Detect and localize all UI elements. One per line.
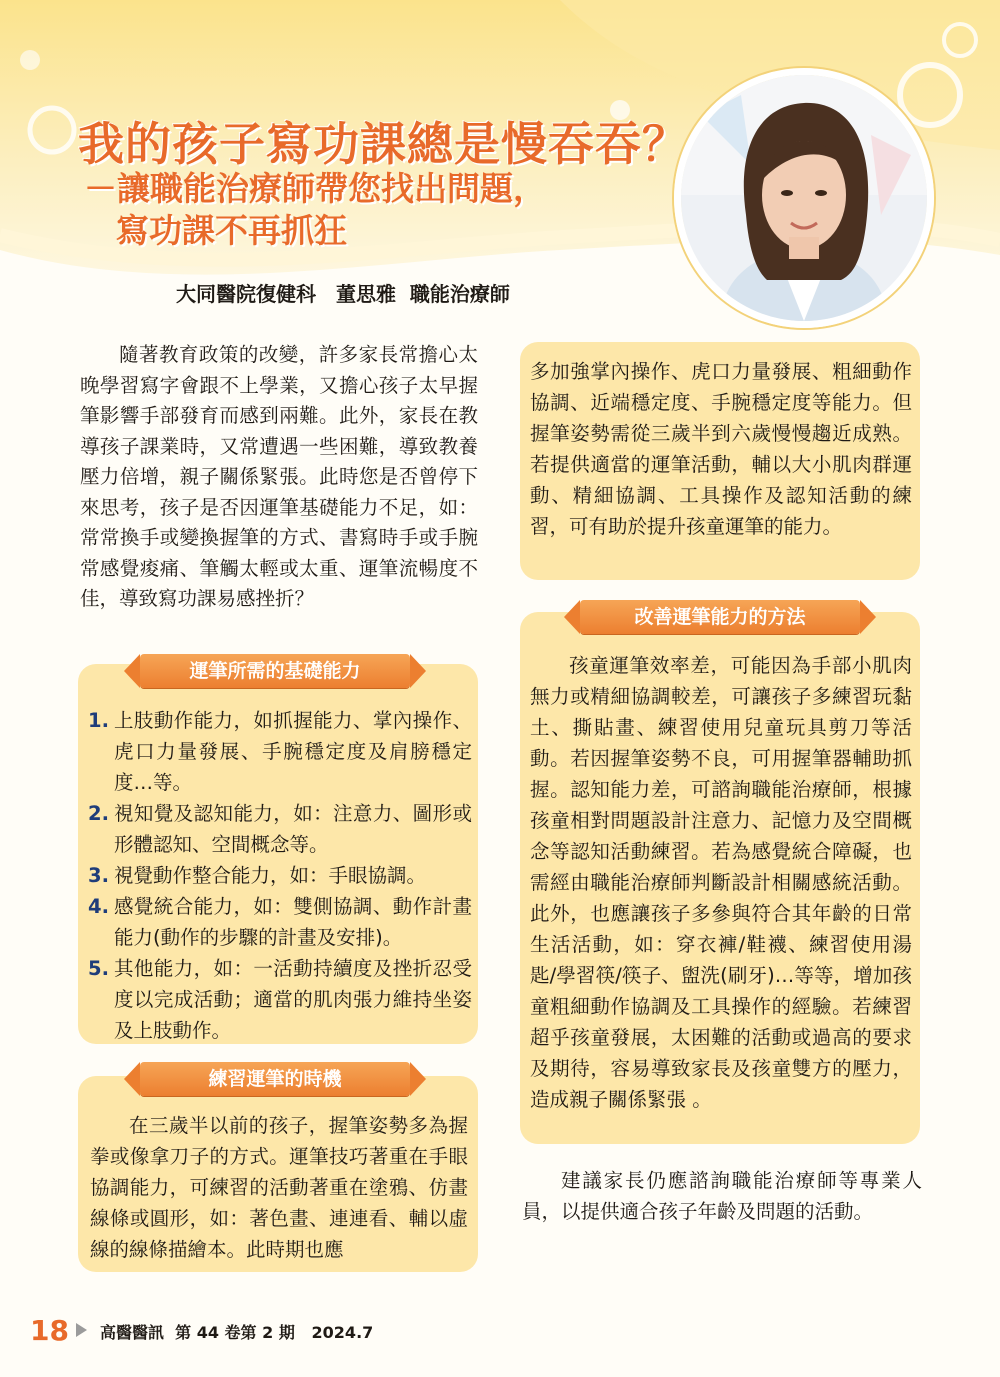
improve-text: 孩童運筆效率差，可能因為手部小肌肉無力或精細協調較差，可讓孩子多練習玩黏土、撕貼畫、練習使用兒童玩具剪刀等活動。若因握筆姿勢不良，可用握筆器輔助抓握。認知能力差，可諮詢職能治療師，根據孩童相對問題設計注意力、記憶力及空間概念等認知活動練習。若為感覺統合障礙，也需經由職能治療師判斷設計相關感統活動。此外，也應讓孩子多參與符合其年齡的日常生活活動，如：穿衣褲/鞋襪、練習使用湯匙/學習筷/筷子、盥洗(刷牙)…等等，增加孩童粗細動作協調及工具操作的經驗。若練習超乎孩童發展，太困難的活動或過高的要求及期待，容易導致家長及孩童雙方的壓力，造成親子關係緊張 。 bbox=[530, 654, 912, 1111]
list-item bbox=[88, 705, 472, 798]
timing-heading: 練習運筆的時機 bbox=[140, 1062, 410, 1096]
list-number: 2. bbox=[88, 802, 109, 825]
list-number: 4. bbox=[88, 895, 109, 918]
list-text: 視覺動作整合能力，如：手眼協調。 bbox=[114, 864, 427, 887]
author-portrait bbox=[674, 68, 934, 328]
intro-paragraph: 隨著教育政策的改變，許多家長常擔心太晚學習寫字會跟不上學業，又擔心孩子太早握筆影響手部發育而感到兩難。此外，家長在教導孩子課業時，又常遭遇一些困難，導致教養壓力倍增，親子關係緊張。此時您是否曾停下來思考，孩子是否因運筆基礎能力不足，如：常常換手或變換握筆的方式、書寫時手或手腕常感覺痠痛、筆觸太輕或太重、運筆流暢度不佳，導致寫功課易感挫折？ bbox=[80, 343, 478, 610]
author-byline: 大同醫院復健科 董思雅 職能治療師 bbox=[176, 282, 510, 306]
page-title: 我的孩子寫功課總是慢吞吞？ bbox=[78, 117, 689, 171]
list-text: 其他能力，如：一活動持續度及挫折忍受度以完成活動；適當的肌肉張力維持坐姿及上肢動作。 bbox=[114, 957, 472, 1042]
improve-heading: 改善運筆能力的方法 bbox=[580, 600, 860, 634]
basics-list bbox=[88, 705, 472, 1046]
subtitle-line-1: －讓職能治療師帶您找出問題， bbox=[84, 169, 546, 208]
closing-paragraph: 建議家長仍應諮詢職能治療師等專業人員，以提供適合孩子年齡及問題的活動。 bbox=[522, 1169, 922, 1223]
page-number: 18 bbox=[30, 1314, 69, 1347]
triangle-right-icon bbox=[76, 1323, 87, 1337]
page-subtitle bbox=[84, 168, 644, 252]
subtitle-line-2: 寫功課不再抓狂 bbox=[116, 211, 347, 250]
list-item bbox=[88, 953, 472, 1046]
list-number: 5. bbox=[88, 957, 109, 980]
basics-heading: 運筆所需的基礎能力 bbox=[140, 654, 410, 688]
list-number: 1. bbox=[88, 709, 109, 732]
list-text: 感覺統合能力，如：雙側協調、動作計畫能力(動作的步驟的計畫及安排)。 bbox=[114, 895, 472, 949]
timing-text: 在三歲半以前的孩子，握筆姿勢多為握拳或像拿刀子的方式。運筆技巧著重在手眼協調能力，可練習的活動著重在塗鴉、仿畫線條或圓形，如：著色畫、連連看、輔以虛線的線條描繪本。此時期也應 bbox=[90, 1114, 468, 1261]
list-item bbox=[88, 891, 472, 953]
list-number: 3. bbox=[88, 864, 109, 887]
list-text: 視知覺及認知能力，如：注意力、圖形或形體認知、空間概念等。 bbox=[114, 802, 472, 856]
publication-info: 高醫醫訊 第 44 卷第 2 期 2024.7 bbox=[100, 1323, 374, 1342]
list-text: 上肢動作能力，如抓握能力、掌內操作、虎口力量發展、手腕穩定度及肩膀穩定度…等。 bbox=[114, 709, 472, 794]
portrait-image bbox=[681, 75, 927, 321]
timing-continued-text: 多加強掌內操作、虎口力量發展、粗細動作協調、近端穩定度、手腕穩定度等能力。但握筆姿勢需從三歲半到六歲慢慢趨近成熟。若提供適當的運筆活動，輔以大小肌肉群運動、精細協調、工具操作及認知活動的練習，可有助於提升孩童運筆的能力。 bbox=[530, 360, 912, 538]
list-item bbox=[88, 798, 472, 860]
list-item bbox=[88, 860, 472, 891]
